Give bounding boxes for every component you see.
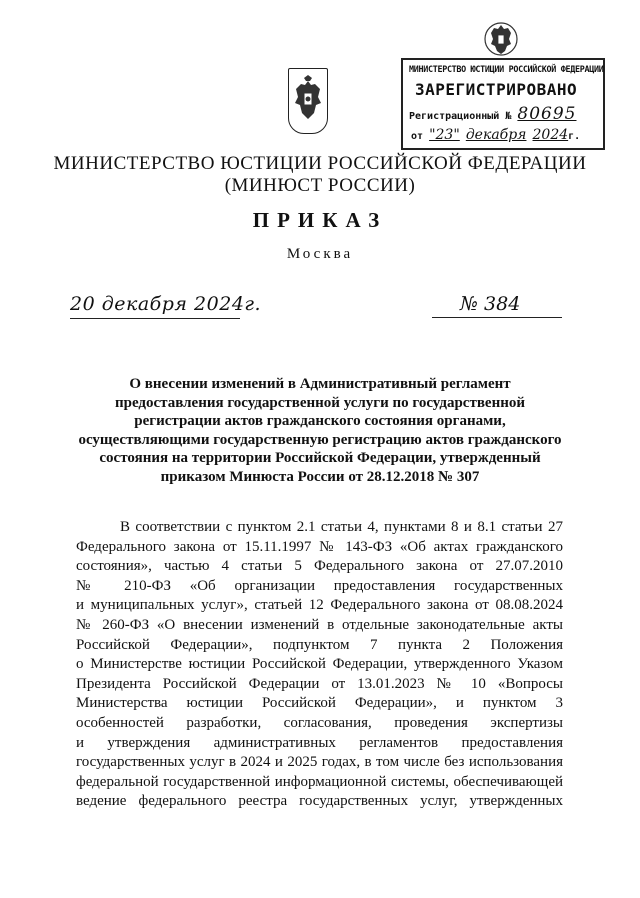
order-title	[60, 375, 580, 486]
title-line: О внесении изменений в Административный регламент	[129, 376, 511, 392]
document-city: Москва	[286, 246, 354, 262]
title-line: регистрации актов гражданского состояния органами,	[134, 413, 506, 429]
stamp-ministry-text: МИНИСТЕРСТВО ЮСТИЦИИ РОССИЙСКОЙ ФЕДЕРАЦИИ	[409, 64, 604, 74]
stamp-coat-of-arms-icon	[483, 18, 519, 60]
registration-stamp	[397, 14, 609, 154]
coat-of-arms-icon	[288, 68, 328, 134]
title-line: состояния на территории Российской Федерации, утвержденный	[99, 450, 541, 466]
stamp-date-month: декабря	[465, 127, 527, 143]
stamp-date-suffix: г.	[568, 131, 581, 142]
ministry-short-name: (МИНЮСТ РОССИИ)	[224, 175, 416, 196]
body-line: федеральной государственной информационной системы, обеспечивающей	[76, 773, 563, 790]
body-line: и утверждения административных регламентов предоставления	[76, 734, 563, 751]
ministry-header	[0, 153, 640, 197]
order-date: 20 декабря 2024г.	[70, 293, 240, 319]
body-line: состояния», частью 4 статьи 5 Федерального закона от 27.07.2010	[76, 558, 563, 575]
stamp-date-prefix: от	[411, 131, 424, 142]
ministry-name: МИНИСТЕРСТВО ЮСТИЦИИ РОССИЙСКОЙ ФЕДЕРАЦИИ	[53, 153, 587, 174]
stamp-reg-number: 80695	[517, 104, 577, 124]
title-line: предоставления государственной услуги по государственной	[114, 394, 526, 411]
order-number: № 384	[432, 293, 562, 318]
body-line: о Министерстве юстиции Российской Федерации, утвержденного Указом	[76, 656, 563, 673]
document-type: ПРИКАЗ	[252, 208, 388, 232]
body-line: № 260-ФЗ «О внесении изменений в отдельные законодательные акты	[76, 616, 563, 633]
body-line: Президента Российской Федерации от 13.01.2023 № 10 «Вопросы	[76, 675, 563, 692]
stamp-date-year: 2024	[532, 127, 569, 143]
stamp-date-day: "23"	[429, 127, 460, 143]
body-line: Федерального закона от 15.11.1997 № 143-ФЗ «Об актах гражданского	[76, 538, 563, 555]
body-line: Министерства юстиции Российской Федерации», и пунктом 3	[76, 695, 563, 712]
body-line: Российской Федерации», подпунктом 7 пункта 2 Положения	[76, 636, 563, 653]
body-line: особенностей разработки, согласования, проведения экспертизы	[76, 714, 563, 731]
body-line: В соответствии с пунктом 2.1 статьи 4, пунктами 8 и 8.1 статьи 27	[120, 519, 563, 535]
body-line: ведение федерального реестра государственных услуг, утвержденных	[76, 793, 563, 810]
stamp-reg-number-row	[409, 104, 605, 124]
body-line: № 210-ФЗ «Об организации предоставления государственных	[76, 577, 563, 594]
title-line: осуществляющими государственную регистрацию актов гражданского	[78, 431, 562, 448]
title-line: приказом Минюста России от 28.12.2018 № 307	[160, 468, 480, 485]
stamp-date-row	[411, 127, 605, 143]
body-line: и муниципальных услуг», статьей 12 Федерального закона от 08.08.2024	[76, 597, 563, 614]
order-body-paragraph	[76, 518, 563, 812]
body-line: государственных услуг в 2024 и 2025 годах, в том числе без использования	[76, 754, 563, 771]
stamp-reg-label: Регистрационный №	[409, 111, 512, 122]
stamp-registered-text: ЗАРЕГИСТРИРОВАНО	[415, 80, 578, 99]
